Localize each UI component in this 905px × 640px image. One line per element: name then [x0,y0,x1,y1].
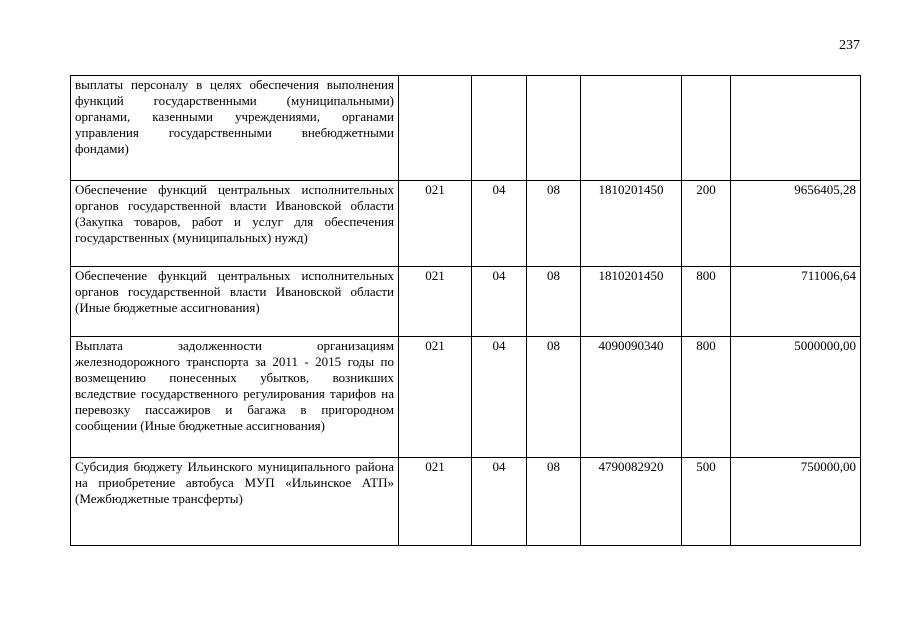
target-article-cell: 1810201450 [581,181,682,267]
subsection-code-cell: 08 [527,181,581,267]
amount-cell: 9656405,28 [731,181,861,267]
table-row [71,337,861,458]
expense-type-cell: 500 [682,458,731,546]
subsection-code-cell: 08 [527,458,581,546]
ministry-code-cell: 021 [399,458,472,546]
expense-type-cell: 200 [682,181,731,267]
amount-cell [731,76,861,181]
description-cell: Обеспечение функций центральных исполнительных органов государственной власти Ивановской области (Иные бюджетные ассигнования) [71,267,399,337]
table-row [71,181,861,267]
target-article-cell: 1810201450 [581,267,682,337]
description-cell: Обеспечение функций центральных исполнительных органов государственной власти Ивановской области (Закупка товаров, работ и услуг для обеспечения государственных (муниципальных) нужд) [71,181,399,267]
table-row [71,267,861,337]
ministry-code-cell: 021 [399,267,472,337]
budget-table [70,75,861,546]
section-code-cell: 04 [472,267,527,337]
ministry-code-cell: 021 [399,181,472,267]
section-code-cell [472,76,527,181]
subsection-code-cell [527,76,581,181]
subsection-code-cell: 08 [527,337,581,458]
expense-type-cell: 800 [682,267,731,337]
table-body [71,76,861,546]
expense-type-cell [682,76,731,181]
table-row [71,458,861,546]
amount-cell: 750000,00 [731,458,861,546]
subsection-code-cell: 08 [527,267,581,337]
ministry-code-cell [399,76,472,181]
page-number: 237 [839,38,860,53]
description-cell: Субсидия бюджету Ильинского муниципального района на приобретение автобуса МУП «Ильинское АТП» (Межбюджетные трансферты) [71,458,399,546]
amount-cell: 711006,64 [731,267,861,337]
table-row [71,76,861,181]
description-cell: Выплата задолженности организациям железнодорожного транспорта за 2011 - 2015 годы по возмещению понесенных убытков, возникших вследствие государственного регулирования тарифов на перевозку пассажиров и багажа в пригородном сообщении (Иные бюджетные ассигнования) [71,337,399,458]
section-code-cell: 04 [472,181,527,267]
target-article-cell [581,76,682,181]
section-code-cell: 04 [472,337,527,458]
ministry-code-cell: 021 [399,337,472,458]
amount-cell: 5000000,00 [731,337,861,458]
target-article-cell: 4090090340 [581,337,682,458]
target-article-cell: 4790082920 [581,458,682,546]
expense-type-cell: 800 [682,337,731,458]
section-code-cell: 04 [472,458,527,546]
description-cell: выплаты персоналу в целях обеспечения выполнения функций государственными (муниципальными) органами, казенными учреждениями, органами управления государственными внебюджетными фондами) [71,76,399,181]
